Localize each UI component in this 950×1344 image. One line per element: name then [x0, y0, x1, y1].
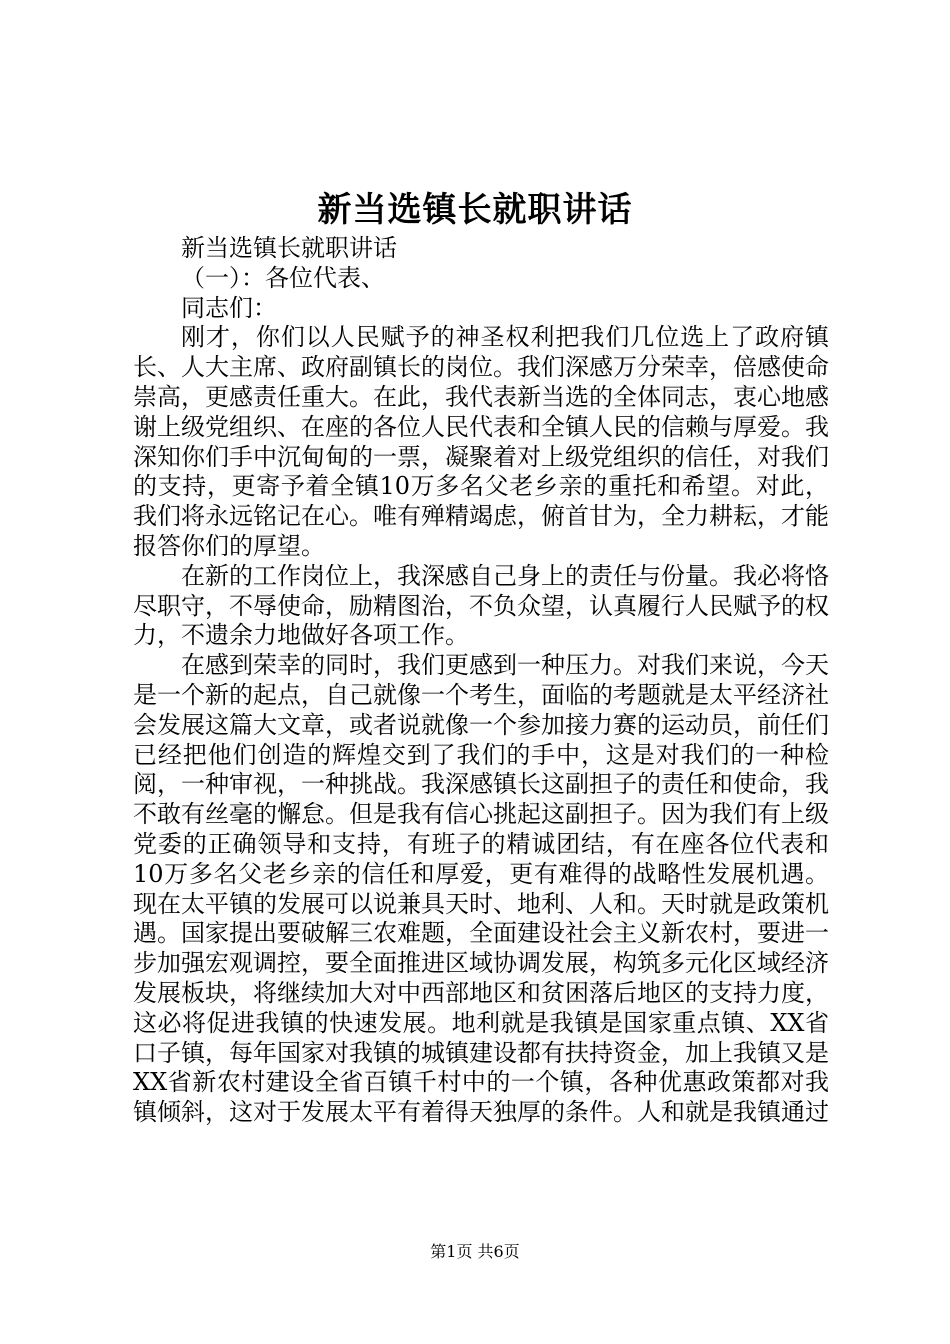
- paragraph-body-3: 在感到荣幸的同时，我们更感到一种压力。对我们来说，今天是一个新的起点，自己就像一个考生，面临的考题就是太平经济社会发展这篇大文章，或者说就像一个参加接力赛的运动员，前任们已经把他们创造的辉煌交到了我们的手中，这是对我们的一种检阅，一种审视，一种挑战。我深感镇长这副担子的责任和使命，我不敢有丝毫的懈怠。但是我有信心挑起这副担子。因为我们有上级党委的正确领导和支持，有班子的精诚团结，有在座各位代表和10万多名父老乡亲的信任和厚爱，更有难得的战略性发展机遇。现在太平镇的发展可以说兼具天时、地利、人和。天时就是政策机遇。国家提出要破解三农难题，全面建设社会主义新农村，要进一步加强宏观调控，要全面推进区域协调发展，构筑多元化区域经济发展板块，将继续加大对中西部地区和贫困落后地区的支持力度，这必将促进我镇的快速发展。地利就是我镇是国家重点镇、XX省口子镇，每年国家对我镇的城镇建设都有扶持资金，加上我镇又是XX省新农村建设全省百镇千村中的一个镇，各种优惠政策都对我镇倾斜，这对于发展太平有着得天独厚的条件。人和就是我镇通过: [133, 651, 829, 1127]
- paragraph-body-1: 刚才，你们以人民赋予的神圣权利把我们几位选上了政府镇长、人大主席、政府副镇长的岗位。我们深感万分荣幸，倍感使命崇高，更感责任重大。在此，我代表新当选的全体同志，衷心地感谢上级党组织、在座的各位人民代表和全镇人民的信赖与厚爱。我深知你们手中沉甸甸的一票，凝聚着对上级党组织的信任，对我们的支持，更寄予着全镇10万多名父老乡亲的重托和希望。对此，我们将永远铭记在心。唯有殚精竭虑，俯首甘为，全力耕耘，才能报答你们的厚望。: [133, 323, 829, 560]
- paragraph-salutation-2: 同志们：: [181, 293, 277, 322]
- document-title: 新当选镇长就职讲话: [317, 190, 633, 230]
- page-footer: 第1页 共6页: [430, 1242, 520, 1261]
- paragraph-salutation-1: （一）：各位代表、: [181, 263, 385, 292]
- document-body: [133, 234, 829, 1128]
- paragraph-body-2: 在新的工作岗位上，我深感自己身上的责任与份量。我必将恪尽职守，不辱使命，励精图治，不负众望，认真履行人民赋予的权力，不遗余力地做好各项工作。: [133, 561, 829, 650]
- paragraph-subtitle: 新当选镇长就职讲话: [181, 234, 397, 262]
